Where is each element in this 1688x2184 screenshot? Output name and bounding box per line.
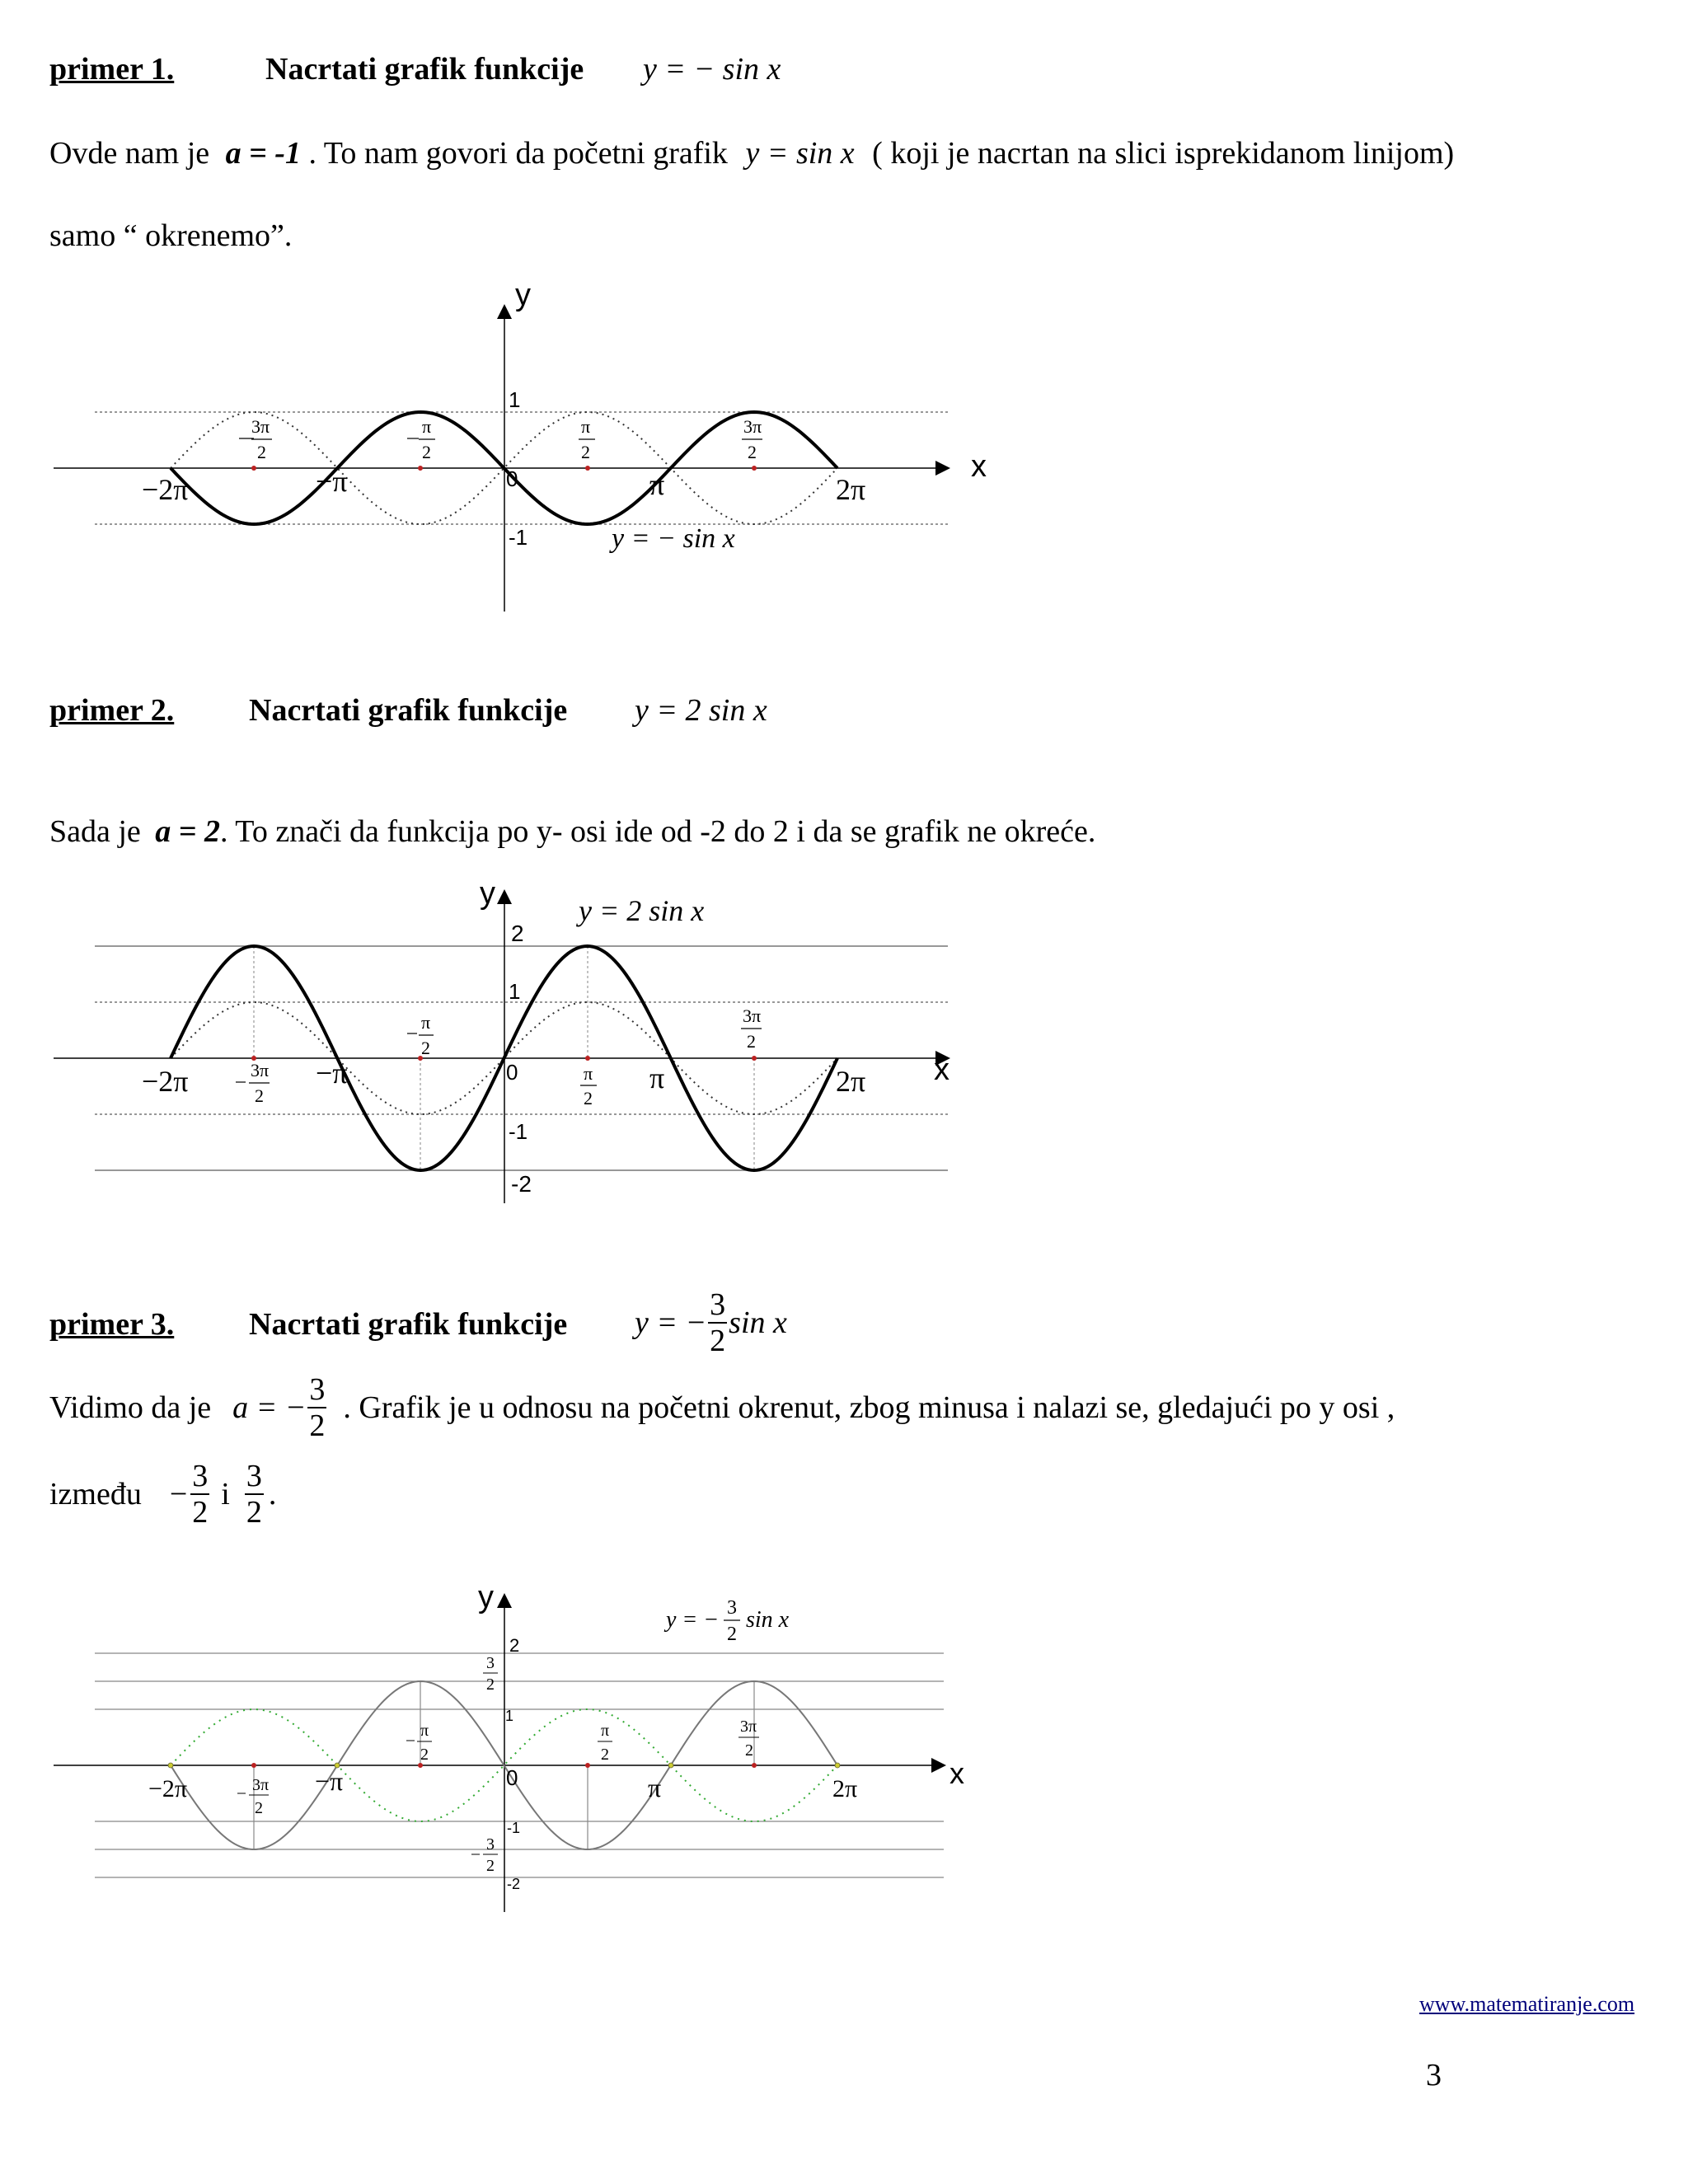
svg-text:3: 3 bbox=[727, 1597, 737, 1619]
tick-0: 0 bbox=[506, 1765, 518, 1790]
example-2-text-line bbox=[49, 813, 1095, 850]
tick-pi: π bbox=[649, 468, 665, 501]
svg-text:2: 2 bbox=[255, 1085, 264, 1106]
tick-minus-2pi: −2π bbox=[142, 473, 189, 506]
tick-minus-1: -1 bbox=[509, 1119, 528, 1144]
graph-example-3 bbox=[0, 1566, 989, 1920]
tick-minus-2: -2 bbox=[511, 1171, 532, 1197]
text: . To znači da funkcija po y- osi ide od -2 do 2 i da se grafik ne okreće. bbox=[219, 814, 1096, 849]
tick-frac-minus-pi-2 bbox=[406, 1722, 432, 1764]
denominator: 2 bbox=[710, 1324, 726, 1358]
svg-text:2: 2 bbox=[486, 1857, 495, 1875]
x-axis-label: x bbox=[971, 449, 987, 484]
tick-minus-pi: −π bbox=[316, 1057, 348, 1090]
tick-frac-minus-3pi-2 bbox=[239, 416, 272, 462]
inline-formula: y = sin x bbox=[745, 136, 855, 171]
text: Ovde nam je bbox=[49, 136, 210, 171]
example-2-formula: y = 2 sin x bbox=[635, 693, 767, 728]
tick-minus-2: -2 bbox=[507, 1876, 521, 1892]
example-3-text-line-1 bbox=[49, 1374, 1395, 1441]
svg-text:π: π bbox=[581, 416, 591, 437]
svg-text:π: π bbox=[422, 416, 432, 437]
text: između bbox=[49, 1477, 142, 1511]
svg-text:2: 2 bbox=[745, 1741, 753, 1760]
formula-left: y = − bbox=[635, 1305, 707, 1340]
text: Vidimo da je bbox=[49, 1390, 212, 1425]
curve-label: y = 2 sin x bbox=[579, 894, 705, 927]
svg-text:π: π bbox=[584, 1063, 593, 1084]
tick-2: 2 bbox=[511, 921, 524, 946]
example-3-formula bbox=[635, 1289, 787, 1357]
formula-right: sin x bbox=[729, 1305, 787, 1340]
text: ( koji je nacrtan na slici isprekidanom linijom) bbox=[872, 136, 1455, 171]
tick-frac-3-2 bbox=[483, 1654, 498, 1694]
svg-text:2: 2 bbox=[257, 442, 266, 462]
example-3-text-line-2 bbox=[49, 1460, 276, 1528]
example-1-formula: y = − sin x bbox=[643, 52, 781, 87]
svg-text:2: 2 bbox=[486, 1675, 495, 1694]
tick-frac-minus-3-2 bbox=[471, 1835, 498, 1875]
example-2-heading bbox=[49, 692, 174, 729]
text: . To nam govori da početni grafik bbox=[308, 136, 728, 171]
svg-text:2: 2 bbox=[727, 1624, 737, 1645]
fraction-3-2 bbox=[708, 1289, 727, 1357]
a-value: a = 2 bbox=[155, 814, 220, 849]
example-1-title: Nacrtati grafik funkcije bbox=[265, 52, 584, 87]
tick-frac-pi-2 bbox=[579, 416, 595, 462]
graph-example-1 bbox=[0, 272, 989, 618]
example-2-title: Nacrtati grafik funkcije bbox=[249, 693, 568, 728]
svg-text:2: 2 bbox=[601, 1746, 609, 1764]
tick-0: 0 bbox=[506, 466, 518, 491]
tick-2pi: 2π bbox=[836, 1065, 866, 1098]
denominator: 2 bbox=[246, 1495, 262, 1530]
denominator: 2 bbox=[309, 1408, 326, 1443]
tick-frac-minus-pi-2 bbox=[407, 416, 435, 462]
svg-text:3: 3 bbox=[486, 1654, 495, 1672]
svg-text:2: 2 bbox=[748, 442, 757, 462]
tick-1: 1 bbox=[509, 387, 521, 412]
a-value: a = -1 bbox=[225, 136, 301, 171]
tick-pi: π bbox=[648, 1773, 662, 1802]
example-3-heading bbox=[49, 1306, 174, 1343]
tick-frac-3pi-2 bbox=[741, 1005, 762, 1052]
tick-minus-2pi: −2π bbox=[142, 1065, 189, 1098]
tick-minus-1: -1 bbox=[509, 525, 528, 550]
tick-frac-minus-pi-2 bbox=[407, 1012, 434, 1058]
y-axis-label: y bbox=[480, 876, 495, 911]
svg-text:3π: 3π bbox=[252, 1776, 270, 1794]
text: i bbox=[221, 1477, 230, 1511]
tick-frac-3pi-2 bbox=[738, 1718, 759, 1760]
y-axis-label: y bbox=[478, 1580, 494, 1615]
svg-text:π: π bbox=[420, 1722, 429, 1740]
page-number: 3 bbox=[1426, 2058, 1442, 2093]
example-1-label: primer 1. bbox=[49, 52, 175, 87]
tick-2pi: 2π bbox=[832, 1775, 858, 1802]
svg-text:sin x: sin x bbox=[746, 1607, 790, 1633]
svg-text:2: 2 bbox=[584, 1088, 593, 1108]
denominator: 2 bbox=[192, 1495, 209, 1530]
tick-2: 2 bbox=[509, 1635, 520, 1656]
example-1-heading bbox=[49, 51, 174, 87]
example-3-title: Nacrtati grafik funkcije bbox=[249, 1307, 568, 1342]
tick-minus-1: -1 bbox=[507, 1820, 521, 1836]
text: Sada je bbox=[49, 814, 141, 849]
svg-text:3π: 3π bbox=[251, 416, 270, 437]
a-left: a = − bbox=[232, 1390, 307, 1425]
tick-frac-3pi-2 bbox=[742, 416, 762, 462]
svg-text:3: 3 bbox=[486, 1835, 495, 1854]
svg-text:2: 2 bbox=[581, 442, 590, 462]
x-axis-label: x bbox=[950, 1756, 964, 1790]
tick-frac-minus-3pi-2 bbox=[237, 1776, 269, 1817]
tick-1: 1 bbox=[509, 979, 521, 1004]
curve-label: y = − sin x bbox=[612, 523, 735, 554]
fraction-3-2 bbox=[190, 1460, 209, 1528]
example-2-label: primer 2. bbox=[49, 693, 175, 728]
example-1-text-line-2: samo “ okrenemo”. bbox=[49, 218, 293, 253]
tick-2pi: 2π bbox=[836, 473, 866, 506]
minus: − bbox=[169, 1477, 188, 1511]
example-1-text-line-1 bbox=[49, 135, 1454, 171]
numerator: 3 bbox=[309, 1372, 326, 1407]
svg-text:y = −: y = − bbox=[666, 1607, 720, 1633]
graph-example-2 bbox=[0, 874, 989, 1220]
x-axis-label: x bbox=[934, 1052, 950, 1087]
curve-label bbox=[663, 1597, 790, 1645]
fraction-3-2 bbox=[307, 1374, 326, 1441]
svg-text:2: 2 bbox=[421, 1038, 430, 1058]
svg-text:2: 2 bbox=[422, 442, 431, 462]
text: . Grafik je u odnosu na početni okrenut, zbog minusa i nalazi se, gledajući po y osi , bbox=[343, 1390, 1395, 1425]
tick-pi: π bbox=[649, 1062, 665, 1094]
example-3-label: primer 3. bbox=[49, 1307, 175, 1342]
tick-frac-pi-2 bbox=[580, 1063, 597, 1108]
svg-text:3π: 3π bbox=[740, 1718, 757, 1736]
svg-text:2: 2 bbox=[420, 1746, 429, 1764]
svg-text:π: π bbox=[421, 1012, 431, 1033]
tick-0: 0 bbox=[506, 1060, 518, 1085]
svg-text:π: π bbox=[601, 1722, 610, 1740]
svg-text:3π: 3π bbox=[251, 1060, 270, 1080]
tick-minus-2pi: −2π bbox=[148, 1775, 188, 1802]
svg-text:3π: 3π bbox=[743, 416, 762, 437]
tick-1: 1 bbox=[505, 1708, 514, 1724]
tick-minus-pi: −π bbox=[316, 465, 348, 498]
svg-text:2: 2 bbox=[747, 1031, 756, 1052]
tick-frac-minus-3pi-2 bbox=[236, 1060, 270, 1106]
numerator: 3 bbox=[246, 1459, 262, 1493]
svg-text:3π: 3π bbox=[743, 1005, 762, 1026]
website-link[interactable]: www.matematiranje.com bbox=[1419, 1992, 1635, 2016]
fraction-3-2 bbox=[245, 1460, 264, 1528]
svg-text:2: 2 bbox=[255, 1799, 263, 1817]
numerator: 3 bbox=[710, 1287, 726, 1322]
tick-frac-pi-2 bbox=[598, 1722, 612, 1764]
numerator: 3 bbox=[192, 1459, 209, 1493]
text: . bbox=[268, 1477, 277, 1511]
tick-minus-pi: −π bbox=[315, 1766, 344, 1796]
y-axis-label: y bbox=[515, 278, 531, 312]
